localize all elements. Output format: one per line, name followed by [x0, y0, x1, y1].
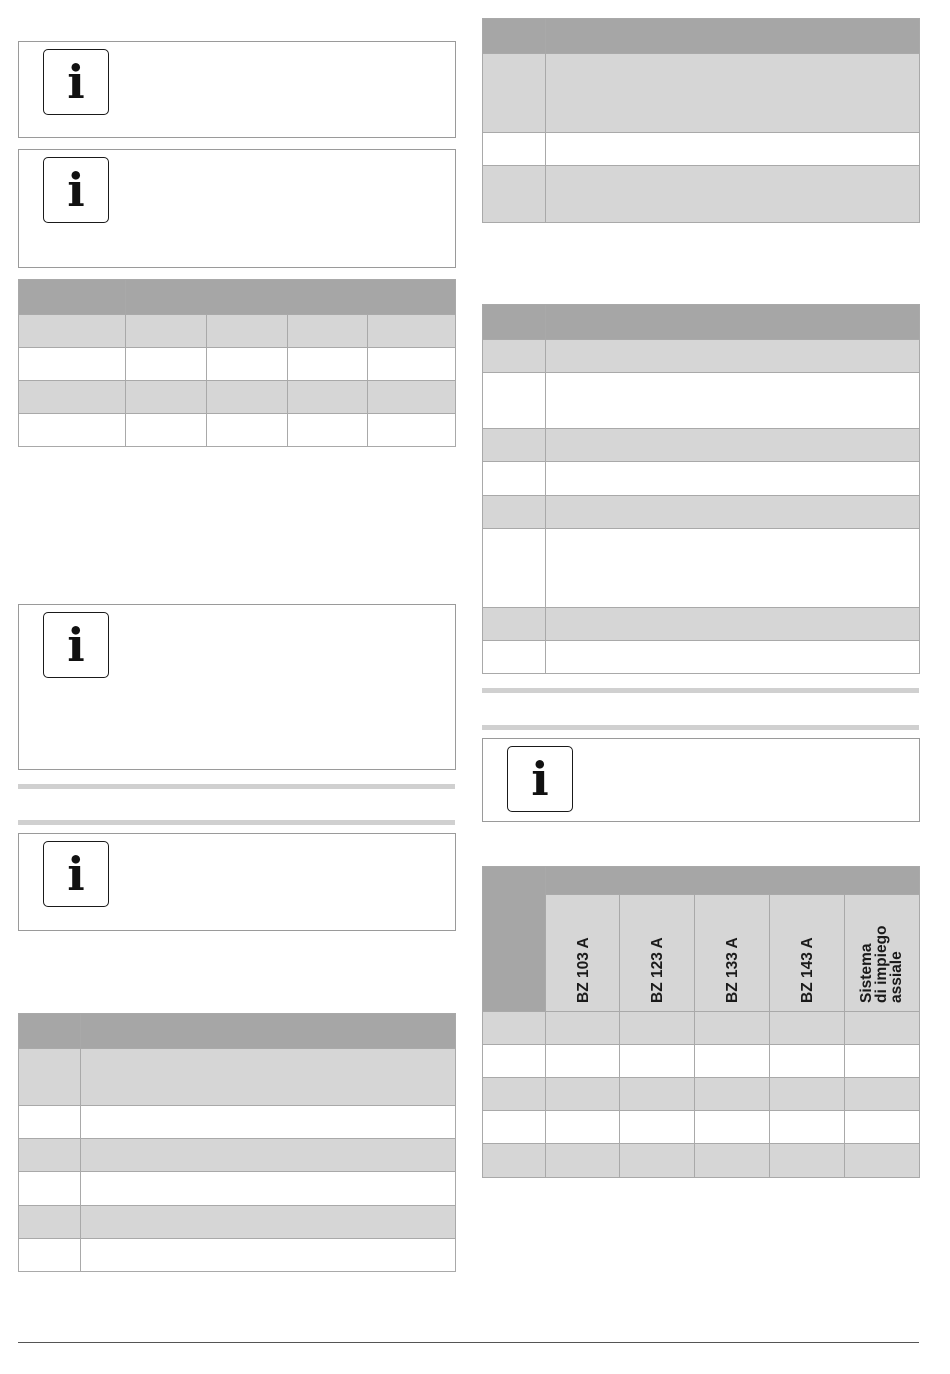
table-row	[483, 608, 920, 641]
info-icon: i	[43, 49, 109, 115]
table-row	[483, 1045, 920, 1078]
table-row	[483, 641, 920, 674]
info-icon: i	[43, 157, 109, 223]
column-header-axial-system: Sistema di impiego assiale	[845, 895, 920, 1012]
table-row	[483, 1012, 920, 1045]
table-row	[19, 348, 456, 381]
header-cell	[546, 19, 920, 54]
table-row	[19, 1106, 456, 1139]
table-row	[483, 340, 920, 373]
header-cell	[81, 1014, 456, 1049]
table-row	[483, 462, 920, 496]
table-row	[483, 54, 920, 133]
table-row	[19, 414, 456, 447]
section-rule	[18, 784, 455, 789]
header-cell	[546, 305, 920, 340]
table-row	[19, 1139, 456, 1172]
table-row	[483, 1111, 920, 1144]
info-note-2	[18, 149, 456, 268]
info-note-3	[18, 604, 456, 770]
section-rule	[482, 725, 919, 730]
info-note-1	[18, 41, 456, 138]
table-row	[483, 529, 920, 608]
table-row	[19, 1206, 456, 1239]
column-header-bz143a: BZ 143 A	[770, 895, 845, 1012]
info-note-5	[482, 738, 920, 822]
table-right-1	[482, 18, 920, 223]
table-row	[483, 133, 920, 166]
header-cell	[483, 19, 546, 54]
header-cell	[126, 280, 456, 315]
table-row	[19, 1172, 456, 1206]
table-row	[19, 1049, 456, 1106]
footer-rule	[18, 1342, 919, 1343]
header-cell	[546, 867, 920, 895]
column-header-bz103a: BZ 103 A	[546, 895, 620, 1012]
axial-system-table	[482, 866, 920, 1178]
table-row	[19, 381, 456, 414]
header-cell	[483, 867, 546, 1012]
table-row	[483, 429, 920, 462]
table-row	[483, 373, 920, 429]
info-icon: i	[43, 612, 109, 678]
table-row	[483, 496, 920, 529]
header-cell	[19, 1014, 81, 1049]
table-left-1	[18, 279, 456, 447]
table-left-2	[18, 1013, 456, 1272]
header-cell	[483, 305, 546, 340]
table-row	[19, 1239, 456, 1272]
table-row	[19, 315, 456, 348]
header-cell	[19, 280, 126, 315]
section-rule	[482, 688, 919, 693]
column-header-bz133a: BZ 133 A	[695, 895, 770, 1012]
info-icon: i	[43, 841, 109, 907]
info-icon: i	[507, 746, 573, 812]
column-header-bz123a: BZ 123 A	[620, 895, 695, 1012]
section-rule	[18, 820, 455, 825]
table-row	[483, 1144, 920, 1178]
table-row	[483, 166, 920, 223]
table-right-2	[482, 304, 920, 674]
info-note-4	[18, 833, 456, 931]
table-row	[483, 1078, 920, 1111]
